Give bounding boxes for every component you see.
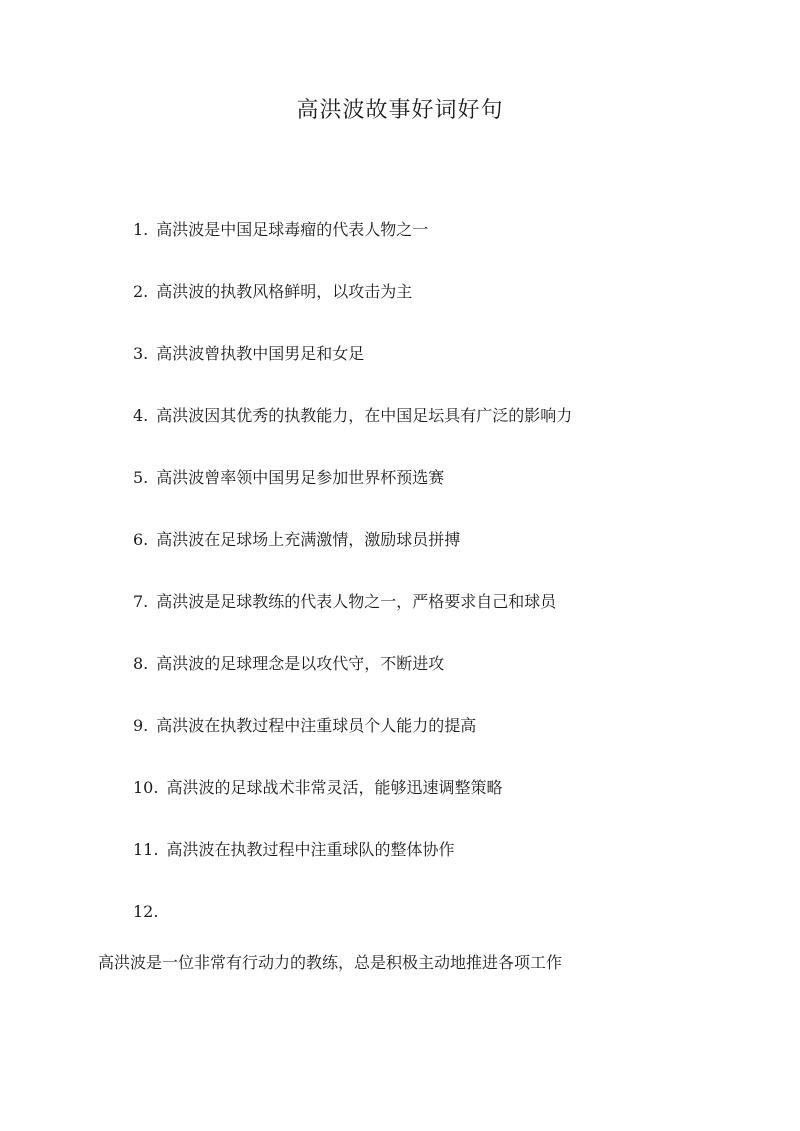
list-item — [133, 653, 444, 675]
list-item — [133, 405, 572, 427]
list-item — [133, 467, 444, 489]
list-item-text: 高洪波是足球教练的代表人物之一，严格要求自己和球员 — [156, 592, 557, 611]
list-item-text: 高洪波在足球场上充满激情，激励球员拼搏 — [156, 530, 461, 549]
list-item-number: 9. — [133, 716, 149, 735]
list-item — [133, 901, 166, 923]
document-title: 高洪波故事好词好句 — [296, 98, 504, 123]
list-item-text: 高洪波曾率领中国男足参加世界杯预选赛 — [156, 468, 445, 487]
list-item-number: 6. — [133, 530, 149, 549]
list-item — [133, 777, 502, 799]
list-item-number: 7. — [133, 592, 149, 611]
list-item-number: 8. — [133, 654, 149, 673]
list-item-number: 12. — [133, 902, 159, 921]
list-item-number: 10. — [133, 778, 159, 797]
list-item-text: 高洪波的足球理念是以攻代守，不断进攻 — [156, 654, 445, 673]
list-item-number: 11. — [133, 840, 159, 859]
list-item-number: 4. — [133, 406, 149, 425]
list-item — [133, 281, 412, 303]
list-item-text: 高洪波在执教过程中注重球员个人能力的提高 — [156, 716, 477, 735]
list-item-number: 5. — [133, 468, 149, 487]
list-item — [133, 219, 428, 241]
list-item — [133, 529, 460, 551]
list-item-text: 高洪波是中国足球毒瘤的代表人物之一 — [156, 220, 429, 239]
list-item — [133, 591, 556, 613]
list-item-text: 高洪波的足球战术非常灵活，能够迅速调整策略 — [166, 778, 503, 797]
list-item-text: 高洪波的执教风格鲜明，以攻击为主 — [156, 282, 413, 301]
list-item — [133, 715, 476, 737]
list-item — [133, 839, 454, 861]
list-item-text: 高洪波因其优秀的执教能力，在中国足坛具有广泛的影响力 — [156, 406, 573, 425]
list-item-text: 高洪波曾执教中国男足和女足 — [156, 344, 365, 363]
list-item-number: 1. — [133, 220, 149, 239]
list-item — [133, 343, 364, 365]
list-item-number: 3. — [133, 344, 149, 363]
list-item-number: 2. — [133, 282, 149, 301]
list-item-text: 高洪波在执教过程中注重球队的整体协作 — [166, 840, 455, 859]
list-item-continuation: 高洪波是一位非常有行动力的教练，总是积极主动地推进各项工作 — [98, 953, 563, 972]
